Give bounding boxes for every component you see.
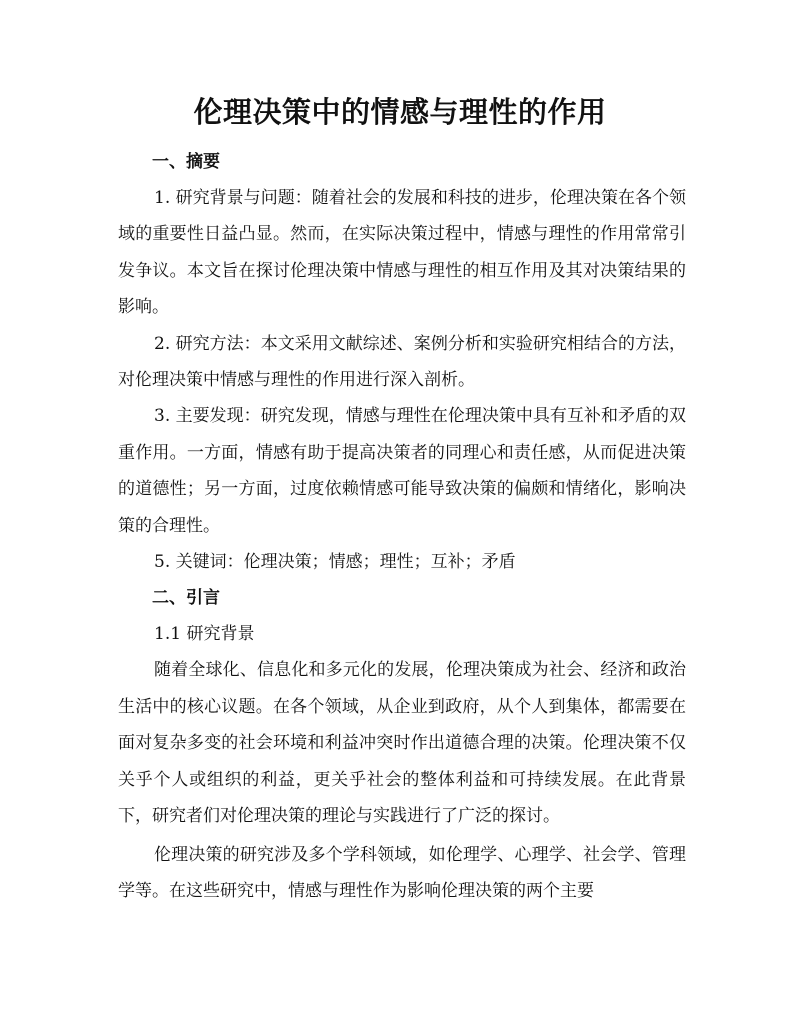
- subsection-heading-background: 1.1 研究背景: [154, 624, 255, 645]
- abstract-paragraph-keywords: 5. 关键词：伦理决策；情感；理性；互补；矛盾: [154, 552, 516, 573]
- intro-paragraph-2: 伦理决策的研究涉及多个学科领域，如伦理学、心理学、社会学、管理学等。在这些研究中，情感与理性作为影响伦理决策的两个主要: [118, 844, 686, 901]
- document-body: [118, 144, 686, 909]
- intro-paragraph-1: 随着全球化、信息化和多元化的发展，伦理决策成为社会、经济和政治生活中的核心议题。在各个领域，从企业到政府，从个人到集体，都需要在面对复杂多变的社会环境和利益冲突时作出道德合理的决策。伦理决策不仅关乎个人或组织的利益，更关乎社会的整体利益和可持续发展。在此背景下，研究者们对伦理决策的理论与实践进行了广泛的探讨。: [118, 660, 686, 827]
- section-heading-abstract: 一、摘要: [152, 152, 220, 172]
- document-title: 伦理决策中的情感与理性的作用: [193, 95, 607, 129]
- abstract-paragraph-findings: 3. 主要发现：研究发现，情感与理性在伦理决策中具有互补和矛盾的双重作用。一方面，情感有助于提高决策者的同理心和责任感，从而促进决策的道德性；另一方面，过度依赖情感可能导致决策的偏颇和情绪化，影响决策的合理性。: [118, 406, 686, 536]
- abstract-paragraph-method: 2. 研究方法：本文采用文献综述、案例分析和实验研究相结合的方法，对伦理决策中情感与理性的作用进行深入剖析。: [118, 333, 686, 391]
- abstract-paragraph-background: 1. 研究背景与问题：随着社会的发展和科技的进步，伦理决策在各个领域的重要性日益凸显。然而，在实际决策过程中，情感与理性的作用常常引发争议。本文旨在探讨伦理决策中情感与理性的相互作用及其对决策结果的影响。: [118, 188, 686, 318]
- section-heading-introduction: 二、引言: [152, 588, 220, 609]
